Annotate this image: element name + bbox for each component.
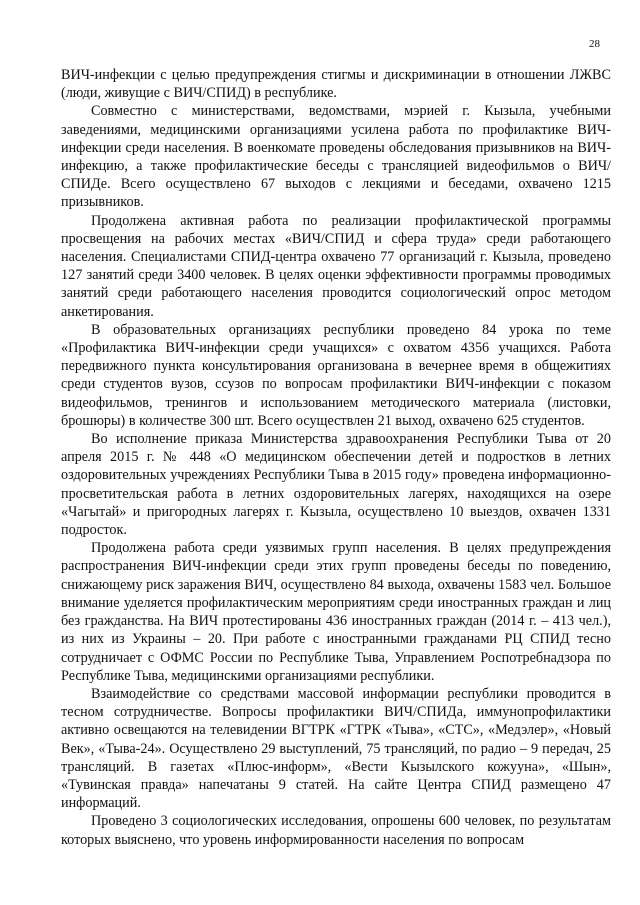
- page-number: 28: [589, 38, 600, 50]
- paragraph-conscripts: Совместно с министерствами, ведомствами, мэрией г. Кызыла, учебными заведениями, медицинскими организациями усилена работа по профилактике ВИЧ-инфекции среди населения. В военкомате проведены обследования призывников на ВИЧ-инфекцию, а также профилактические беседы с трансляцией видеофильмов о ВИЧ/СПИДе. Всего осуществлено 67 выходов с лекциями и беседами, охвачено 1215 призывников.: [61, 103, 611, 211]
- paragraph-summer-camps: Во исполнение приказа Министерства здравоохранения Республики Тыва от 20 апреля 2015 г. № 448 «О медицинском обеспечении детей и подростков в летних оздоровительных учреждениях Республики Тыва в 2015 году» проведена информационно-просветительская работа в летних оздоровительных лагерях, находящихся на озере «Чагытай» и пригородных лагерях г. Кызыла, осуществлено 10 выездов, охвачен 1331 подросток.: [61, 431, 611, 539]
- paragraph-workplace-program: Продолжена активная работа по реализации профилактической программы просвещения на рабочих местах «ВИЧ/СПИД и сфера труда» среди работающего населения. Специалистами СПИД-центра охвачено 77 организаций г. Кызыла, проведено 127 занятий среди 3400 человек. В целях оценки эффективности программы проводимых занятий среди работающего населения проводится социологический опрос методом анкетирования.: [61, 212, 611, 320]
- paragraph-sociological-research: Проведено 3 социологических исследования, опрошены 600 человек, по результатам которых выяснено, что уровень информированности населения по вопросам: [61, 813, 611, 848]
- paragraph-vulnerable-groups: Продолжена работа среди уязвимых групп населения. В целях предупреждения распространения ВИЧ-инфекции среди этих групп проведены беседы по поведению, снижающему риск заражения ВИЧ, осуществлено 84 выхода, охвачены 1583 чел. Большое внимание уделяется профилактическим мероприятиям среди иностранных граждан и лиц без гражданства. На ВИЧ протестированы 436 иностранных граждан (2014 г. – 413 чел.), из них из Украины – 20. При работе с иностранными гражданами РЦ СПИД тесно сотрудничает с ОФМС России по Республике Тыва, Управлением Роспотребнадзора по Республике Тыва, медицинскими организациями республики.: [61, 540, 611, 684]
- paragraph-stigma-continuation: ВИЧ-инфекции с целью предупреждения стигмы и дискриминации в отношении ЛЖВС (люди, живущие с ВИЧ/СПИД) в республике.: [61, 67, 611, 102]
- paragraph-education: В образовательных организациях республики проведено 84 урока по теме «Профилактика ВИЧ-инфекции среди учащихся» с охватом 4356 учащихся. Работа передвижного пункта консультирования организована в вечернее время в общежитиях среди студентов вузов, ссузов по вопросам профилактики ВИЧ-инфекции с показом видеофильмов, тренингов и использованием методического материала (листовки, брошюры) в количестве 300 шт. Всего осуществлен 21 выход, охвачено 625 студентов.: [61, 321, 611, 429]
- document-body: [61, 66, 611, 849]
- paragraph-mass-media: Взаимодействие со средствами массовой информации республики проводится в тесном сотрудничестве. Вопросы профилактики ВИЧ/СПИДа, иммунопрофилактики активно освещаются на телевидении ВГТРК «ГТРК «Тыва», «СТС», «Медэлер», «Новый Век», «Тыва-24». Осуществлено 29 выступлений, 75 трансляций, по радио – 9 передач, 25 трансляций. В газетах «Плюс-информ», «Вести Кызылского кожууна», «Шын», «Тувинская правда» напечатаны 9 статей. На сайте Центра СПИД размещено 47 информаций.: [61, 685, 611, 812]
